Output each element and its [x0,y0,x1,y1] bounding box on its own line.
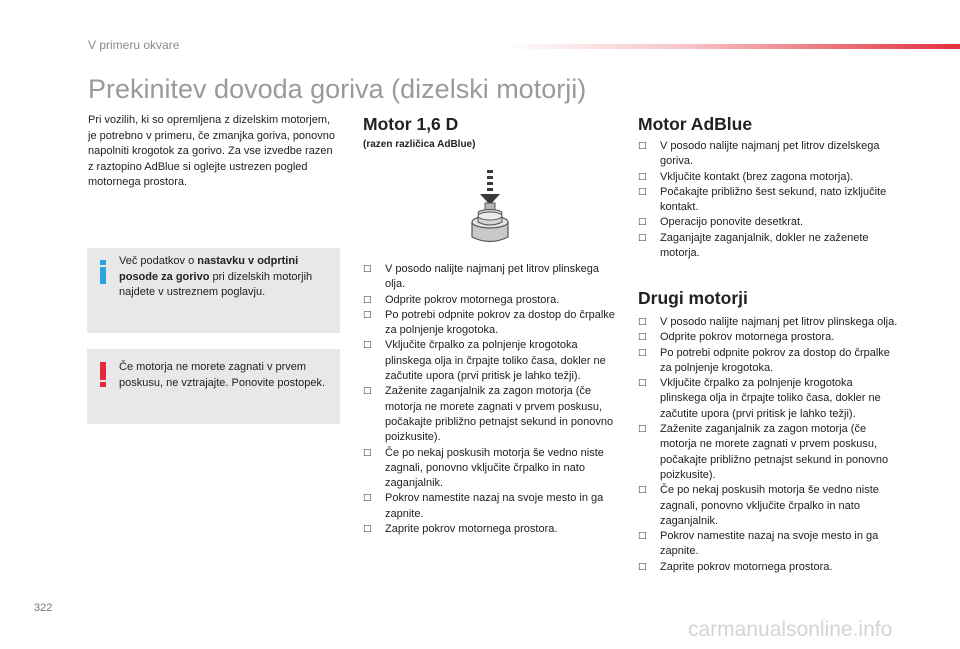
list-item: □ V posodo nalijte najmanj pet litrov plinskega olja. [363,262,618,293]
info-icon [99,260,107,284]
info-text-emphasis: nastavku v odprtini posode za gorivo [119,255,299,283]
list-item: □ Vključite črpalko za polnjenje krogotoka plinskega olja in črpajte toliko časa, dokler ne začutite upora (prvi pritisk je lahko težji). [363,338,618,384]
info-box [87,248,340,333]
list-item: □ V posodo nalijte najmanj pet litrov plinskega olja. [638,315,898,330]
list-item: □ Zaprite pokrov motornega prostora. [363,522,618,537]
warning-text: Če motorja ne morete zagnati v prvem poskusu, ne vztrajajte. Ponovite postopek. [119,361,326,389]
heading-motor-adblue: Motor AdBlue [638,114,753,134]
other-motors-steps [638,315,898,575]
watermark: carmanualsonline.info [688,618,893,641]
list-item: □ Vključite kontakt (brez zagona motorja). [638,170,898,185]
motor-16d-steps [363,262,618,537]
motor-adblue-steps [638,139,898,261]
list-item: □ Zaženite zaganjalnik za zagon motorja (če motorja ne morete zagnati v prvem poskusu, počakajte približno petnajst sekund in ponovno poizkusite). [638,422,898,483]
hand-pump-icon [468,170,512,248]
list-item: □ Pokrov namestite nazaj na svoje mesto in ga zapnite. [363,491,618,522]
heading-motor-16d: Motor 1,6 D [363,114,459,134]
intro-paragraph: Pri vozilih, ki so opremljena z dizelskim motorjem, je potrebno v primeru, če zmanjka goriva, ponovno napolniti krogotok za gorivo. Za vse izvedbe razen z raztopino AdBlue si oglejte ustrezen pogled motornega prostora. [88,114,336,188]
page-title: Prekinitev dovoda goriva (dizelski motorji) [88,74,587,104]
list-item: □ Po potrebi odpnite pokrov za dostop do črpalke za polnjenje krogotoka. [638,346,898,377]
list-item: □ Odprite pokrov motornega prostora. [363,293,618,308]
list-item: □ Operacijo ponovite desetkrat. [638,215,898,230]
list-item: □ Zaganjajte zaganjalnik, dokler ne zaženete motorja. [638,231,898,262]
list-item: □ V posodo nalijte najmanj pet litrov dizelskega goriva. [638,139,898,170]
page-number: 322 [34,602,53,614]
list-item: □ Odprite pokrov motornega prostora. [638,330,898,345]
list-item: □ Zaprite pokrov motornega prostora. [638,560,898,575]
info-text: Več podatkov o nastavku v odprtini posode za gorivo pri dizelskih motorjih najdete v ustreznem poglavju. [119,255,313,298]
warning-box [87,349,340,424]
list-item: □ Počakajte približno šest sekund, nato izključite kontakt. [638,185,898,216]
heading-other-motors: Drugi motorji [638,288,748,308]
list-item: □ Vključite črpalko za polnjenje krogotoka plinskega olja in črpajte toliko časa, dokler ne začutite upora (prvi pritisk je lahko težji). [638,376,898,422]
list-item: □ Zaženite zaganjalnik za zagon motorja (če motorja ne morete zagnati v prvem poskusu, počakajte približno petnajst sekund in ponovno poizkusite). [363,384,618,445]
section-label: V primeru okvare [88,38,180,52]
list-item: □ Če po nekaj poskusih motorja še vedno niste zagnali, ponovno vključite črpalko in nato zaganjalnik. [363,446,618,492]
motor-16d-note: (razen različica AdBlue) [363,139,476,150]
list-item: □ Če po nekaj poskusih motorja še vedno niste zagnali, ponovno vključite črpalko in nato zaganjalnik. [638,483,898,529]
list-item: □ Po potrebi odpnite pokrov za dostop do črpalke za polnjenje krogotoka. [363,308,618,339]
warning-icon [99,362,107,388]
header-accent-bar [500,44,960,49]
list-item: □ Pokrov namestite nazaj na svoje mesto in ga zapnite. [638,529,898,560]
